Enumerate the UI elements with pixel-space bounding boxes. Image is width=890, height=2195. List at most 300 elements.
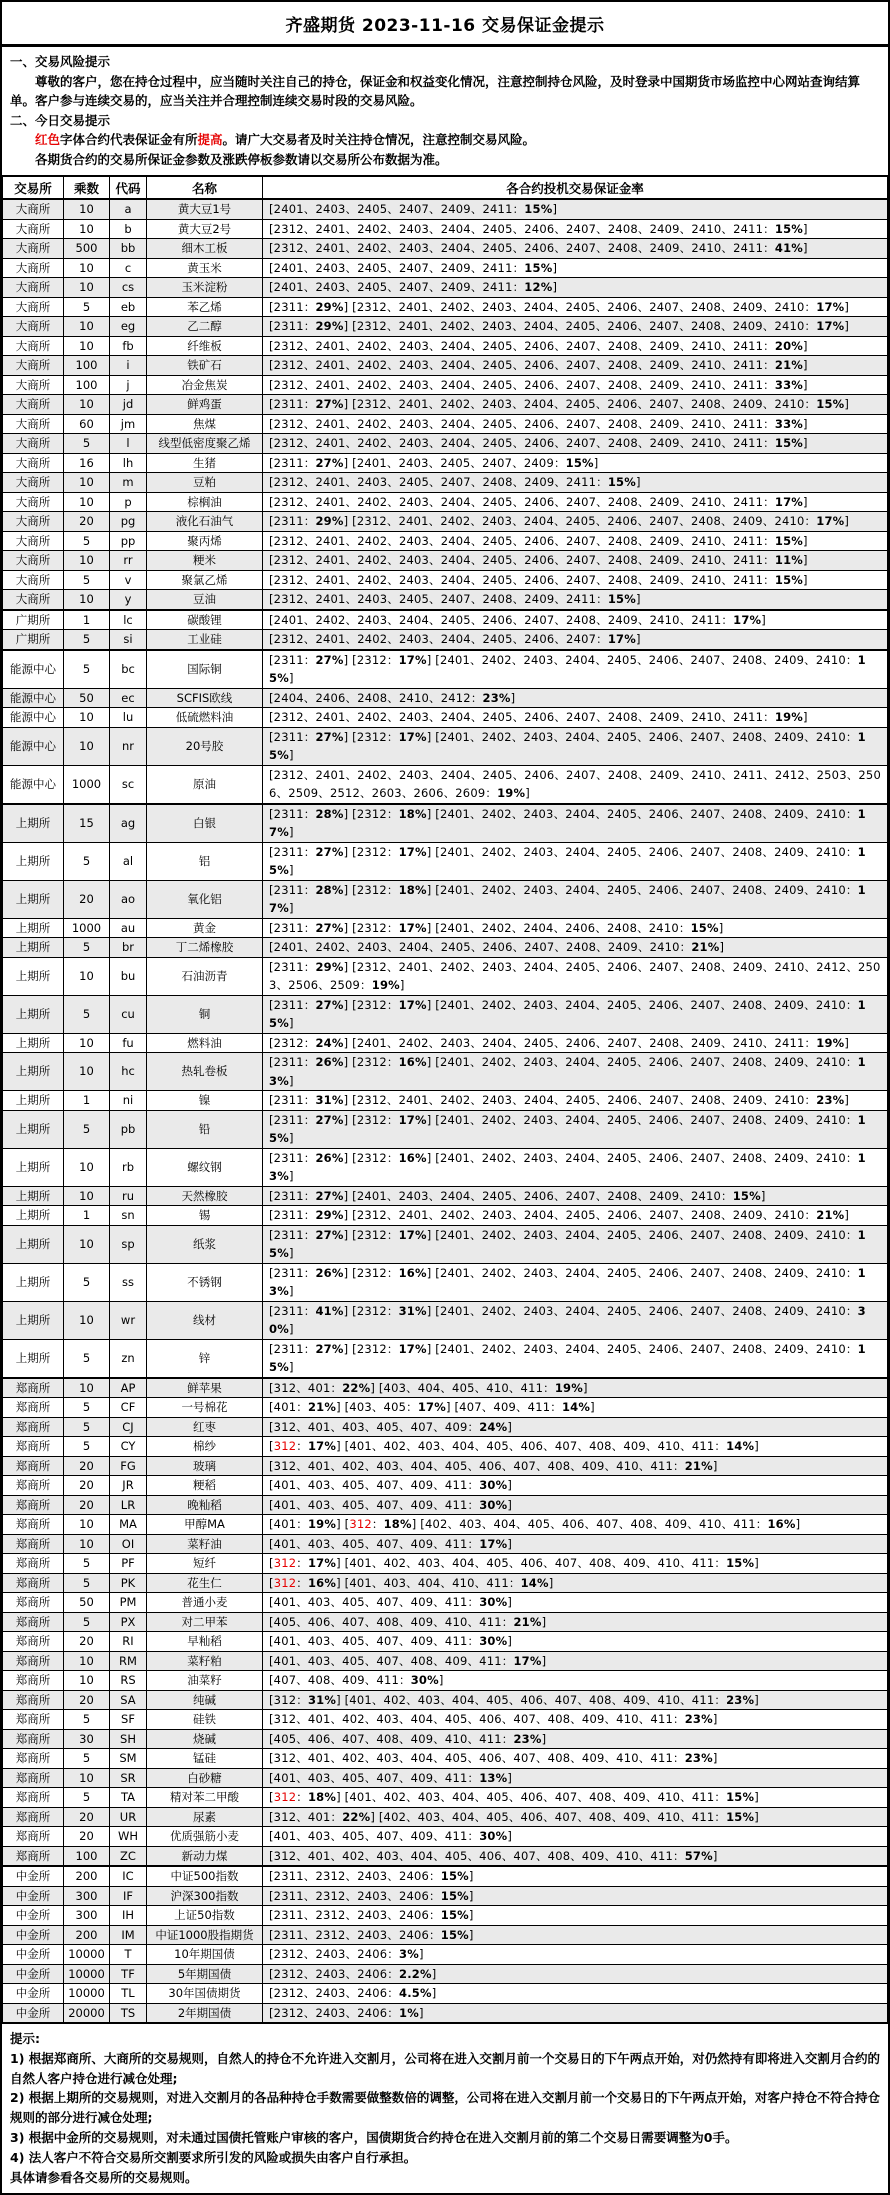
cell-multiplier: 10 bbox=[64, 1033, 110, 1053]
cell-margin-rates: [2401、2403、2405、2407、2409、2411：12%] bbox=[263, 278, 888, 298]
table-row bbox=[3, 1573, 888, 1593]
table-row bbox=[3, 842, 888, 880]
cell-exchange: 郑商所 bbox=[3, 1554, 64, 1574]
cell-name: 烧碱 bbox=[147, 1729, 263, 1749]
cell-multiplier: 10000 bbox=[64, 1984, 110, 2004]
table-row bbox=[3, 1632, 888, 1652]
cell-margin-rates: [405、406、407、408、409、410、411：21%] bbox=[263, 1612, 888, 1632]
cell-code: RS bbox=[110, 1671, 147, 1691]
cell-exchange: 上期所 bbox=[3, 1225, 64, 1263]
cell-margin-rates: [2311：29%] [2312、2401、2402、2403、2404、2405、2406、2407、2408、2409、2410：17%] bbox=[263, 317, 888, 337]
cell-margin-rates: [2311、2312、2403、2406：15%] bbox=[263, 1925, 888, 1945]
cell-exchange: 中金所 bbox=[3, 1925, 64, 1945]
cell-margin-rates: [401、403、405、407、409、411：30%] bbox=[263, 1827, 888, 1847]
cell-exchange: 能源中心 bbox=[3, 708, 64, 728]
cell-name: 生猪 bbox=[147, 453, 263, 473]
table-row bbox=[3, 1827, 888, 1847]
cell-multiplier: 10000 bbox=[64, 1964, 110, 1984]
cell-margin-rates: [2401、2402、2403、2404、2405、2406、2407、2408、2409、2410、2411：17%] bbox=[263, 610, 888, 630]
table-row bbox=[3, 610, 888, 630]
cell-code: ni bbox=[110, 1091, 147, 1111]
cell-name: 锡 bbox=[147, 1206, 263, 1226]
cell-name: 纯碱 bbox=[147, 1690, 263, 1710]
table-row bbox=[3, 1554, 888, 1574]
cell-exchange: 郑商所 bbox=[3, 1807, 64, 1827]
cell-code: PK bbox=[110, 1573, 147, 1593]
cell-name: 鲜鸡蛋 bbox=[147, 395, 263, 415]
cell-code: rb bbox=[110, 1148, 147, 1186]
cell-code: CY bbox=[110, 1437, 147, 1457]
table-row bbox=[3, 1866, 888, 1886]
cell-code: ZC bbox=[110, 1846, 147, 1866]
cell-name: 镍 bbox=[147, 1091, 263, 1111]
cell-code: eg bbox=[110, 317, 147, 337]
cell-code: PF bbox=[110, 1554, 147, 1574]
cell-code: si bbox=[110, 630, 147, 650]
cell-code: jm bbox=[110, 414, 147, 434]
cell-code: zn bbox=[110, 1339, 147, 1378]
cell-code: MA bbox=[110, 1515, 147, 1535]
table-row bbox=[3, 492, 888, 512]
risk-paragraph: 尊敬的客户，您在持仓过程中，应当随时关注自己的持仓，保证金和权益变化情况，注意控制持仓风险，及时登录中国期货市场监控中心网站查询结算单。客户参与连续交易的，应当关注并合理控制连续交易时段的交易风险。 bbox=[10, 73, 861, 108]
cell-margin-rates: [312：17%] [401、402、403、404、405、406、407、408、409、410、411：15%] bbox=[263, 1554, 888, 1574]
table-row bbox=[3, 473, 888, 493]
cell-name: 鲜苹果 bbox=[147, 1378, 263, 1398]
table-row bbox=[3, 590, 888, 610]
cell-margin-rates: [2311、2312、2403、2406：15%] bbox=[263, 1906, 888, 1926]
table-row bbox=[3, 727, 888, 765]
cell-exchange: 郑商所 bbox=[3, 1749, 64, 1769]
cell-exchange: 上期所 bbox=[3, 1301, 64, 1339]
cell-code: sn bbox=[110, 1206, 147, 1226]
cell-margin-rates: [2404、2406、2408、2410、2412：23%] bbox=[263, 688, 888, 708]
cell-margin-rates: [2312、2401、2402、2403、2404、2405、2406、2407、2408、2409、2410、2411：17%] bbox=[263, 492, 888, 512]
cell-exchange: 上期所 bbox=[3, 1206, 64, 1226]
cell-exchange: 大商所 bbox=[3, 219, 64, 239]
cell-multiplier: 5 bbox=[64, 1554, 110, 1574]
cell-name: 聚丙烯 bbox=[147, 531, 263, 551]
table-row bbox=[3, 938, 888, 958]
cell-exchange: 上期所 bbox=[3, 1339, 64, 1378]
cell-multiplier: 5 bbox=[64, 1612, 110, 1632]
cell-code: ss bbox=[110, 1263, 147, 1301]
cell-name: 细木工板 bbox=[147, 239, 263, 259]
table-row bbox=[3, 2003, 888, 2023]
cell-multiplier: 20000 bbox=[64, 2003, 110, 2023]
cell-code: TS bbox=[110, 2003, 147, 2023]
cell-multiplier: 300 bbox=[64, 1886, 110, 1906]
cell-name: 白银 bbox=[147, 804, 263, 843]
cell-code: j bbox=[110, 375, 147, 395]
cell-code: a bbox=[110, 199, 147, 219]
cell-exchange: 上期所 bbox=[3, 938, 64, 958]
cell-exchange: 大商所 bbox=[3, 492, 64, 512]
table-row bbox=[3, 512, 888, 532]
cell-margin-rates: [2311：27%] [2312：17%] [2401、2402、2403、2404、2405、2406、2407、2408、2409、2410：15%] bbox=[263, 842, 888, 880]
cell-code: WH bbox=[110, 1827, 147, 1847]
cell-exchange: 大商所 bbox=[3, 336, 64, 356]
cell-code: TL bbox=[110, 1984, 147, 2004]
cell-name: 黄玉米 bbox=[147, 258, 263, 278]
cell-margin-rates: [2312、2401、2402、2403、2404、2405、2406、2407、2408、2409、2410、2411：19%] bbox=[263, 708, 888, 728]
cell-margin-rates: [401、403、405、407、408、409、411：17%] bbox=[263, 1651, 888, 1671]
cell-multiplier: 10 bbox=[64, 551, 110, 571]
notes-section bbox=[2, 2024, 888, 2193]
cell-multiplier: 5 bbox=[64, 1573, 110, 1593]
cell-name: 2年期国债 bbox=[147, 2003, 263, 2023]
section2-heading: 二、今日交易提示 bbox=[10, 112, 111, 128]
cell-margin-rates: [2312、2401、2402、2403、2404、2405、2406、2407、2408、2409、2410、2411：21%] bbox=[263, 356, 888, 376]
cell-exchange: 郑商所 bbox=[3, 1495, 64, 1515]
cell-code: IH bbox=[110, 1906, 147, 1926]
cell-exchange: 郑商所 bbox=[3, 1593, 64, 1613]
cell-name: 对二甲苯 bbox=[147, 1612, 263, 1632]
cell-margin-rates: [2311：28%] [2312：18%] [2401、2402、2403、2404、2405、2406、2407、2408、2409、2410：17%] bbox=[263, 880, 888, 918]
cell-multiplier: 10 bbox=[64, 199, 110, 219]
cell-name: 棕榈油 bbox=[147, 492, 263, 512]
cell-exchange: 中金所 bbox=[3, 2003, 64, 2023]
cell-code: PM bbox=[110, 1593, 147, 1613]
cell-margin-rates: [2312、2401、2402、2403、2404、2405、2406、2407、2408、2409、2410、2411：33%] bbox=[263, 375, 888, 395]
cell-margin-rates: [2311：27%] [2401、2403、2404、2405、2406、2407、2408、2409、2410：15%] bbox=[263, 1186, 888, 1206]
cell-code: i bbox=[110, 356, 147, 376]
cell-exchange: 郑商所 bbox=[3, 1632, 64, 1652]
table-row bbox=[3, 688, 888, 708]
note-item: 3) 根据中金所的交易规则，对未通过国债托管账户审核的客户，国债期货合约持仓在进入交割月前的第二个交易日需要调整为0手。 bbox=[10, 2129, 738, 2145]
cell-name: 硅铁 bbox=[147, 1710, 263, 1730]
col-header-exchange: 交易所 bbox=[3, 176, 64, 199]
cell-code: br bbox=[110, 938, 147, 958]
cell-name: SCFIS欧线 bbox=[147, 688, 263, 708]
cell-margin-rates: [312、401、403、405、407、409：24%] bbox=[263, 1417, 888, 1437]
table-row bbox=[3, 804, 888, 843]
cell-code: lh bbox=[110, 453, 147, 473]
cell-margin-rates: [312、401：22%] [403、404、405、410、411：19%] bbox=[263, 1378, 888, 1398]
cell-code: m bbox=[110, 473, 147, 493]
cell-margin-rates: [312：16%] [401、403、404、410、411：14%] bbox=[263, 1573, 888, 1593]
cell-margin-rates: [2312、2401、2402、2403、2404、2405、2406、2407、2408、2409、2410、2411：11%] bbox=[263, 551, 888, 571]
cell-margin-rates: [405、406、407、408、409、410、411：23%] bbox=[263, 1729, 888, 1749]
cell-code: TA bbox=[110, 1788, 147, 1808]
cell-margin-rates: [401、403、405、407、409、411：17%] bbox=[263, 1534, 888, 1554]
cell-margin-rates: [2401、2403、2405、2407、2409、2411：15%] bbox=[263, 258, 888, 278]
table-row bbox=[3, 1339, 888, 1378]
table-row bbox=[3, 551, 888, 571]
cell-multiplier: 200 bbox=[64, 1866, 110, 1886]
cell-multiplier: 10 bbox=[64, 1186, 110, 1206]
cell-name: 铅 bbox=[147, 1110, 263, 1148]
cell-exchange: 郑商所 bbox=[3, 1651, 64, 1671]
table-row bbox=[3, 708, 888, 728]
notes-heading: 提示: bbox=[10, 2031, 40, 2046]
cell-name: 菜籽油 bbox=[147, 1534, 263, 1554]
exchange-params-line: 各期货合约的交易所保证金参数及涨跌停板参数请以交易所公布数据为准。 bbox=[35, 151, 448, 167]
cell-code: cu bbox=[110, 995, 147, 1033]
cell-exchange: 中金所 bbox=[3, 1866, 64, 1886]
cell-code: cs bbox=[110, 278, 147, 298]
cell-margin-rates: [2311、2312、2403、2406：15%] bbox=[263, 1866, 888, 1886]
cell-name: 中证1000股指期货 bbox=[147, 1925, 263, 1945]
cell-code: SF bbox=[110, 1710, 147, 1730]
cell-name: 豆粕 bbox=[147, 473, 263, 493]
cell-multiplier: 5 bbox=[64, 531, 110, 551]
cell-exchange: 大商所 bbox=[3, 590, 64, 610]
cell-multiplier: 20 bbox=[64, 1827, 110, 1847]
cell-multiplier: 5 bbox=[64, 1437, 110, 1457]
cell-multiplier: 10 bbox=[64, 1671, 110, 1691]
col-header-name: 名称 bbox=[147, 176, 263, 199]
cell-margin-rates: [312：17%] [401、402、403、404、405、406、407、408、409、410、411：14%] bbox=[263, 1437, 888, 1457]
cell-margin-rates: [401、403、405、407、409、411：30%] bbox=[263, 1632, 888, 1652]
table-row bbox=[3, 765, 888, 804]
cell-name: 黄金 bbox=[147, 918, 263, 938]
cell-multiplier: 10 bbox=[64, 1378, 110, 1398]
cell-margin-rates: [2312、2401、2403、2405、2407、2408、2409、2411：15%] bbox=[263, 473, 888, 493]
cell-multiplier: 10 bbox=[64, 258, 110, 278]
cell-exchange: 大商所 bbox=[3, 317, 64, 337]
cell-margin-rates: [2311：27%] [2312：17%] [2401、2402、2403、2404、2405、2406、2407、2408、2409、2410：15%] bbox=[263, 1225, 888, 1263]
cell-exchange: 上期所 bbox=[3, 1033, 64, 1053]
cell-name: 国际铜 bbox=[147, 650, 263, 689]
cell-code: bc bbox=[110, 650, 147, 689]
table-row bbox=[3, 1186, 888, 1206]
cell-margin-rates: [2312、2401、2403、2405、2407、2408、2409、2411：15%] bbox=[263, 590, 888, 610]
page-title: 齐盛期货 2023-11-16 交易保证金提示 bbox=[285, 16, 605, 36]
cell-name: 冶金焦炭 bbox=[147, 375, 263, 395]
cell-multiplier: 10 bbox=[64, 278, 110, 298]
cell-code: c bbox=[110, 258, 147, 278]
cell-name: 氧化铝 bbox=[147, 880, 263, 918]
cell-multiplier: 5 bbox=[64, 995, 110, 1033]
cell-code: lc bbox=[110, 610, 147, 630]
cell-multiplier: 10 bbox=[64, 1768, 110, 1788]
table-row bbox=[3, 1091, 888, 1111]
cell-exchange: 郑商所 bbox=[3, 1768, 64, 1788]
cell-name: 锌 bbox=[147, 1339, 263, 1378]
cell-code: IF bbox=[110, 1886, 147, 1906]
cell-exchange: 郑商所 bbox=[3, 1456, 64, 1476]
cell-name: 菜籽粕 bbox=[147, 1651, 263, 1671]
cell-exchange: 上期所 bbox=[3, 957, 64, 995]
cell-multiplier: 50 bbox=[64, 1593, 110, 1613]
notes-footer: 具体请参看各交易所的交易规则。 bbox=[10, 2169, 198, 2185]
cell-multiplier: 1 bbox=[64, 1091, 110, 1111]
cell-multiplier: 20 bbox=[64, 1690, 110, 1710]
cell-name: 早籼稻 bbox=[147, 1632, 263, 1652]
table-row bbox=[3, 1148, 888, 1186]
note-item: 4) 法人客户不符合交易所交割要求所引发的风险或损失由客户自行承担。 bbox=[10, 2149, 417, 2165]
cell-margin-rates: [2311：26%] [2312：16%] [2401、2402、2403、2404、2405、2406、2407、2408、2409、2410：13%] bbox=[263, 1263, 888, 1301]
cell-name: 锰硅 bbox=[147, 1749, 263, 1769]
cell-multiplier: 10 bbox=[64, 317, 110, 337]
cell-exchange: 大商所 bbox=[3, 258, 64, 278]
cell-name: 黄大豆1号 bbox=[147, 199, 263, 219]
cell-name: 尿素 bbox=[147, 1807, 263, 1827]
table-row bbox=[3, 1301, 888, 1339]
table-row bbox=[3, 278, 888, 298]
cell-name: 晚籼稻 bbox=[147, 1495, 263, 1515]
cell-name: 热轧卷板 bbox=[147, 1053, 263, 1091]
cell-multiplier: 20 bbox=[64, 1456, 110, 1476]
table-row bbox=[3, 880, 888, 918]
cell-exchange: 大商所 bbox=[3, 473, 64, 493]
cell-exchange: 郑商所 bbox=[3, 1846, 64, 1866]
cell-exchange: 上期所 bbox=[3, 995, 64, 1033]
cell-exchange: 大商所 bbox=[3, 395, 64, 415]
cell-margin-rates: [2311：27%] [2312：17%] [2401、2402、2403、2404、2405、2406、2407、2408、2409、2410：15%] bbox=[263, 727, 888, 765]
cell-code: sp bbox=[110, 1225, 147, 1263]
table-row bbox=[3, 570, 888, 590]
table-row bbox=[3, 1612, 888, 1632]
cell-code: y bbox=[110, 590, 147, 610]
cell-margin-rates: [2312、2401、2402、2403、2404、2405、2406、2407、2408、2409、2410、2411：15%] bbox=[263, 434, 888, 454]
cell-code: wr bbox=[110, 1301, 147, 1339]
cell-multiplier: 10000 bbox=[64, 1945, 110, 1965]
cell-name: 线型低密度聚乙烯 bbox=[147, 434, 263, 454]
cell-multiplier: 60 bbox=[64, 414, 110, 434]
cell-exchange: 大商所 bbox=[3, 434, 64, 454]
cell-exchange: 能源中心 bbox=[3, 765, 64, 804]
cell-code: fb bbox=[110, 336, 147, 356]
margin-table bbox=[2, 175, 888, 2024]
table-row bbox=[3, 395, 888, 415]
cell-margin-rates: [2312、2401、2402、2403、2404、2405、2406、2407、2408、2409、2410、2411：33%] bbox=[263, 414, 888, 434]
cell-exchange: 郑商所 bbox=[3, 1573, 64, 1593]
cell-exchange: 上期所 bbox=[3, 918, 64, 938]
table-row bbox=[3, 650, 888, 689]
cell-name: 甲醇MA bbox=[147, 1515, 263, 1535]
cell-code: v bbox=[110, 570, 147, 590]
cell-name: 豆油 bbox=[147, 590, 263, 610]
cell-name: 液化石油气 bbox=[147, 512, 263, 532]
cell-multiplier: 100 bbox=[64, 1846, 110, 1866]
cell-code: ao bbox=[110, 880, 147, 918]
cell-multiplier: 5 bbox=[64, 1788, 110, 1808]
cell-multiplier: 100 bbox=[64, 356, 110, 376]
cell-code: jd bbox=[110, 395, 147, 415]
cell-exchange: 上期所 bbox=[3, 804, 64, 843]
cell-multiplier: 1000 bbox=[64, 765, 110, 804]
cell-code: b bbox=[110, 219, 147, 239]
cell-margin-rates: [2312、2401、2402、2403、2404、2405、2406、2407、2408、2409、2410、2411：15%] bbox=[263, 219, 888, 239]
cell-code: IM bbox=[110, 1925, 147, 1945]
cell-exchange: 大商所 bbox=[3, 512, 64, 532]
cell-margin-rates: [2311：29%] [2312、2401、2402、2403、2404、2405、2406、2407、2408、2409、2410：21%] bbox=[263, 1206, 888, 1226]
cell-code: T bbox=[110, 1945, 147, 1965]
cell-margin-rates: [2312、2401、2402、2403、2404、2405、2406、2407、2408、2409、2410、2411：15%] bbox=[263, 570, 888, 590]
cell-code: sc bbox=[110, 765, 147, 804]
cell-name: 线材 bbox=[147, 1301, 263, 1339]
cell-exchange: 郑商所 bbox=[3, 1710, 64, 1730]
table-row bbox=[3, 258, 888, 278]
cell-multiplier: 30 bbox=[64, 1729, 110, 1749]
cell-exchange: 上期所 bbox=[3, 1263, 64, 1301]
table-row bbox=[3, 375, 888, 395]
cell-exchange: 郑商所 bbox=[3, 1729, 64, 1749]
cell-exchange: 大商所 bbox=[3, 551, 64, 571]
cell-name: 丁二烯橡胶 bbox=[147, 938, 263, 958]
cell-code: pb bbox=[110, 1110, 147, 1148]
cell-code: l bbox=[110, 434, 147, 454]
col-header-code: 代码 bbox=[110, 176, 147, 199]
table-row bbox=[3, 434, 888, 454]
cell-multiplier: 5 bbox=[64, 1749, 110, 1769]
cell-margin-rates: [312、401：22%] [402、403、404、405、406、407、408、409、410、411：15%] bbox=[263, 1807, 888, 1827]
cell-multiplier: 1000 bbox=[64, 918, 110, 938]
table-row bbox=[3, 531, 888, 551]
cell-code: bb bbox=[110, 239, 147, 259]
cell-margin-rates: [312、401、402、403、404、405、406、407、408、409、410、411：23%] bbox=[263, 1710, 888, 1730]
cell-multiplier: 10 bbox=[64, 1651, 110, 1671]
table-row bbox=[3, 1515, 888, 1535]
cell-code: JR bbox=[110, 1476, 147, 1496]
table-row bbox=[3, 1398, 888, 1418]
cell-multiplier: 5 bbox=[64, 1710, 110, 1730]
cell-margin-rates: [2312、2401、2402、2403、2404、2405、2406、2407：17%] bbox=[263, 630, 888, 650]
cell-exchange: 大商所 bbox=[3, 375, 64, 395]
cell-exchange: 郑商所 bbox=[3, 1612, 64, 1632]
cell-margin-rates: [2311：27%] [2312、2401、2402、2403、2404、2405、2406、2407、2408、2409、2410：15%] bbox=[263, 395, 888, 415]
table-row bbox=[3, 1206, 888, 1226]
cell-name: 新动力煤 bbox=[147, 1846, 263, 1866]
cell-exchange: 大商所 bbox=[3, 531, 64, 551]
table-row bbox=[3, 1749, 888, 1769]
cell-code: hc bbox=[110, 1053, 147, 1091]
note-item: 1) 根据郑商所、大商所的交易规则，自然人的持仓不允许进入交割月，公司将在进入交割月前一个交易日的下午两点开始，对仍然持有即将进入交割月合约的自然人客户持仓进行减仓处理; bbox=[10, 2050, 880, 2086]
table-row bbox=[3, 1593, 888, 1613]
cell-code: UR bbox=[110, 1807, 147, 1827]
cell-exchange: 大商所 bbox=[3, 570, 64, 590]
cell-margin-rates: [407、408、409、411：30%] bbox=[263, 1671, 888, 1691]
cell-exchange: 中金所 bbox=[3, 1984, 64, 2004]
cell-code: ec bbox=[110, 688, 147, 708]
cell-multiplier: 5 bbox=[64, 1263, 110, 1301]
table-row bbox=[3, 1846, 888, 1866]
cell-code: bu bbox=[110, 957, 147, 995]
cell-exchange: 郑商所 bbox=[3, 1690, 64, 1710]
cell-code: CF bbox=[110, 1398, 147, 1418]
cell-name: 燃料油 bbox=[147, 1033, 263, 1053]
cell-margin-rates: [2311：29%] [2312、2401、2402、2403、2404、2405、2406、2407、2408、2409、2410：17%] bbox=[263, 297, 888, 317]
cell-code: nr bbox=[110, 727, 147, 765]
cell-margin-rates: [2311：26%] [2312：16%] [2401、2402、2403、2404、2405、2406、2407、2408、2409、2410：13%] bbox=[263, 1148, 888, 1186]
cell-margin-rates: [2311：28%] [2312：18%] [2401、2402、2403、2404、2405、2406、2407、2408、2409、2410：17%] bbox=[263, 804, 888, 843]
cell-margin-rates: [2311：27%] [2312：17%] [2401、2402、2404、2406、2408、2410：15%] bbox=[263, 918, 888, 938]
cell-name: 苯乙烯 bbox=[147, 297, 263, 317]
table-row bbox=[3, 1925, 888, 1945]
cell-name: 油菜籽 bbox=[147, 1671, 263, 1691]
cell-exchange: 大商所 bbox=[3, 453, 64, 473]
cell-exchange: 上期所 bbox=[3, 1186, 64, 1206]
cell-name: 20号胶 bbox=[147, 727, 263, 765]
cell-code: TF bbox=[110, 1964, 147, 1984]
col-header-multiplier: 乘数 bbox=[64, 176, 110, 199]
cell-exchange: 能源中心 bbox=[3, 650, 64, 689]
cell-exchange: 上期所 bbox=[3, 1148, 64, 1186]
cell-name: 10年期国债 bbox=[147, 1945, 263, 1965]
cell-margin-rates: [401、403、405、407、409、411：30%] bbox=[263, 1593, 888, 1613]
table-row bbox=[3, 219, 888, 239]
cell-multiplier: 10 bbox=[64, 1515, 110, 1535]
cell-multiplier: 15 bbox=[64, 804, 110, 843]
cell-margin-rates: [2312、2403、2406：2.2%] bbox=[263, 1964, 888, 1984]
notes-list bbox=[10, 2049, 880, 2168]
cell-margin-rates: [2311：27%] [2312：17%] [2401、2402、2403、2404、2405、2406、2407、2408、2409、2410：15%] bbox=[263, 1339, 888, 1378]
cell-exchange: 郑商所 bbox=[3, 1378, 64, 1398]
note-item: 2) 根据上期所的交易规则，对进入交割月的各品种持仓手数需要做整数倍的调整，公司将在进入交割月前一个交易日的下午两点开始，对客户持仓不符合持仓规则的部分进行减仓处理; bbox=[10, 2090, 880, 2126]
cell-multiplier: 5 bbox=[64, 434, 110, 454]
table-row bbox=[3, 1417, 888, 1437]
